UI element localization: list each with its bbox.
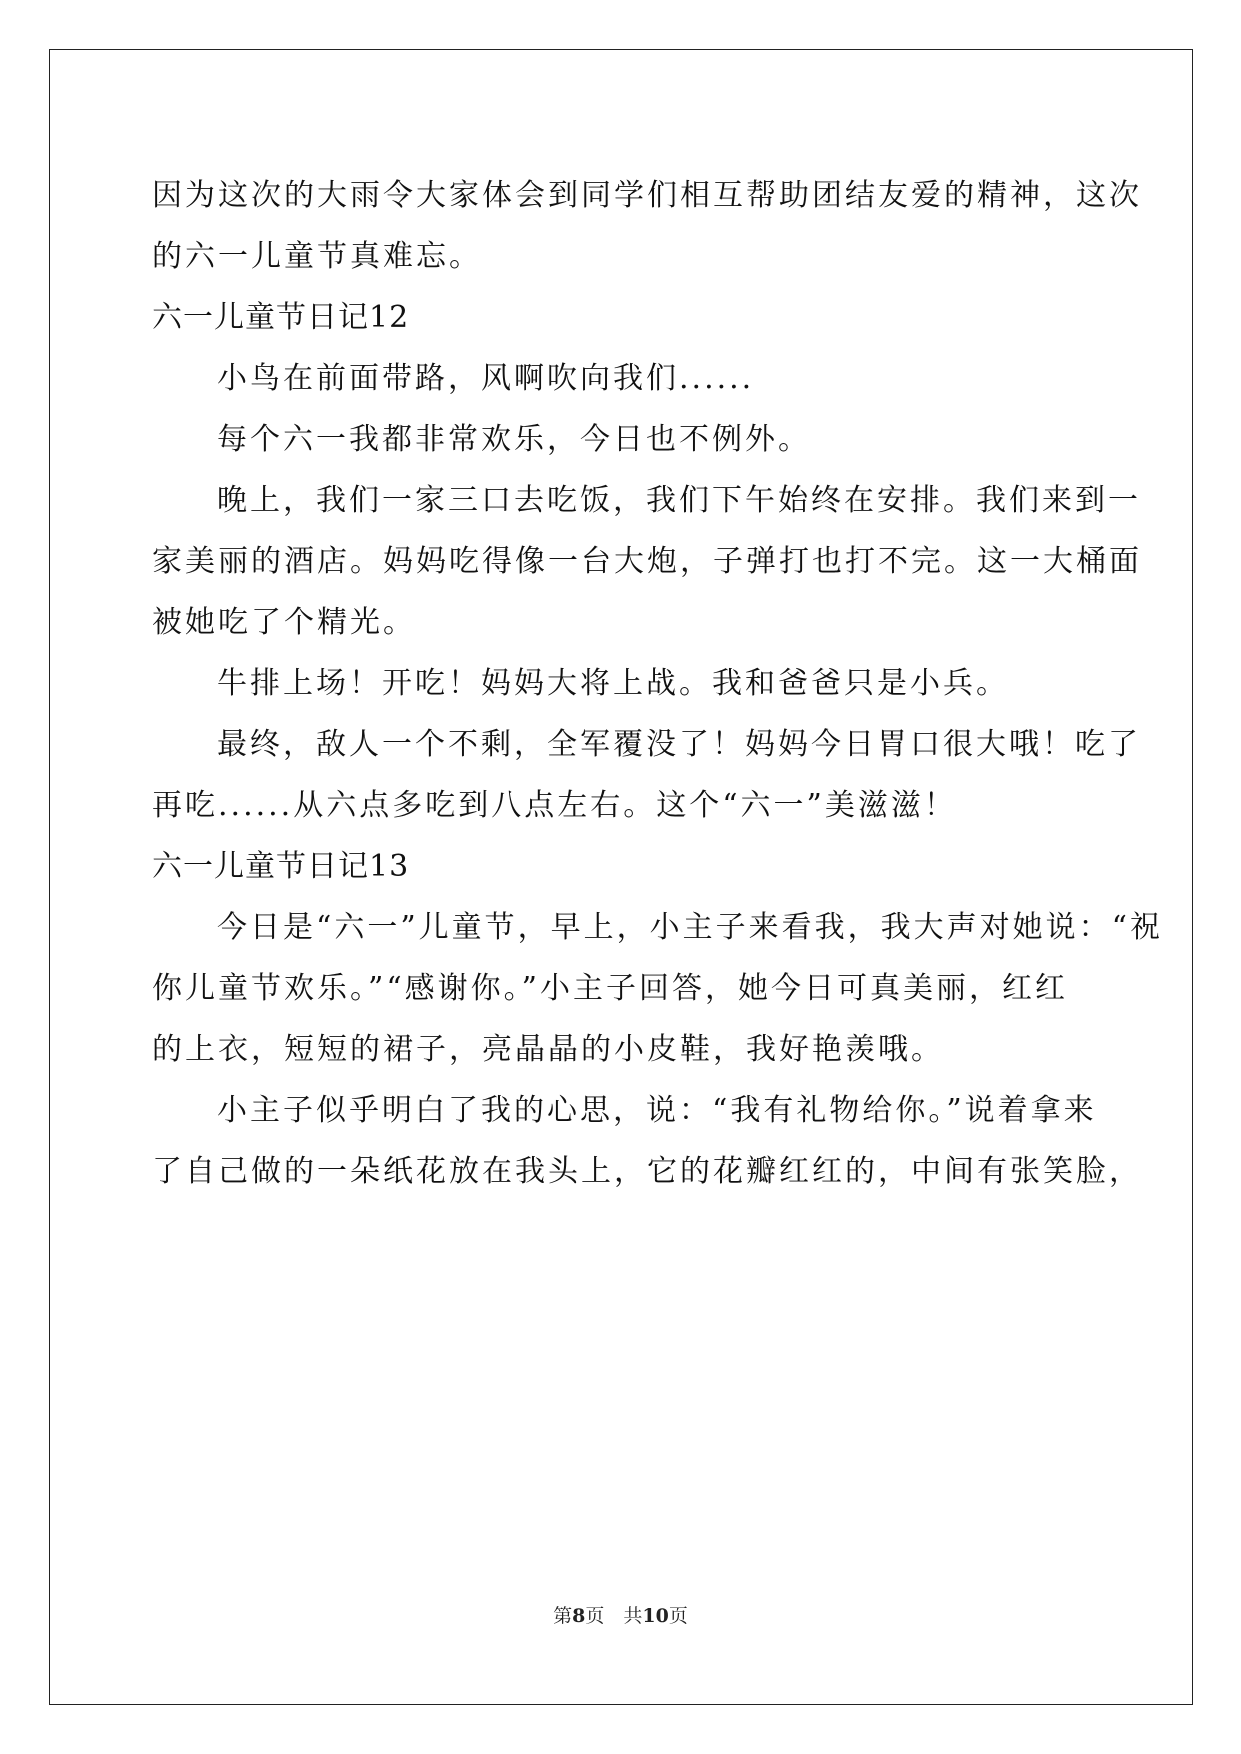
document-body [152, 165, 1164, 1202]
paragraph-line: 的六一儿童节真难忘。 [152, 239, 482, 274]
paragraph-line: 的上衣，短短的裙子，亮晶晶的小皮鞋，我好艳羡哦。 [152, 1032, 944, 1067]
paragraph-line: 你儿童节欢乐。”“感谢你。”小主子回答，她今日可真美丽，红红 [152, 971, 1069, 1006]
paragraph-line: 最终，敌人一个不剩，全军覆没了！妈妈今日胃口很大哦！吃了 [217, 727, 1141, 762]
page-footer [0, 1601, 1241, 1628]
paragraph-line: 了自己做的一朵纸花放在我头上，它的花瓣红红的，中间有张笑脸， [152, 1154, 1142, 1189]
section-heading: 六一儿童节日记12 [152, 300, 410, 335]
total-pages: 10 [642, 1605, 669, 1627]
paragraph-line: 晚上，我们一家三口去吃饭，我们下午始终在安排。我们来到一 [217, 483, 1141, 518]
paragraph-line: 再吃......从六点多吃到八点左右。这个“六一”美滋滋！ [152, 788, 957, 823]
footer-prefix: 第 [553, 1605, 573, 1627]
paragraph-line: 因为这次的大雨令大家体会到同学们相互帮助团结友爱的精神，这次 [152, 178, 1142, 213]
paragraph-line: 小主子似乎明白了我的心思，说：“我有礼物给你。”说着拿来 [217, 1093, 1097, 1128]
paragraph-line: 家美丽的酒店。妈妈吃得像一台大炮，子弹打也打不完。这一大桶面 [152, 544, 1142, 579]
paragraph-line: 牛排上场！开吃！妈妈大将上战。我和爸爸只是小兵。 [217, 666, 1009, 701]
paragraph-line: 今日是“六一”儿童节，早上，小主子来看我，我大声对她说：“祝 [217, 910, 1164, 945]
footer-suffix: 页 [668, 1605, 688, 1627]
section-heading: 六一儿童节日记13 [152, 849, 410, 884]
page-number: 8 [572, 1605, 586, 1627]
paragraph-line: 小鸟在前面带路，风啊吹向我们...... [217, 361, 755, 396]
footer-middle: 页 共 [585, 1605, 643, 1627]
paragraph-line: 被她吃了个精光。 [152, 605, 416, 640]
paragraph-line: 每个六一我都非常欢乐，今日也不例外。 [217, 422, 811, 457]
